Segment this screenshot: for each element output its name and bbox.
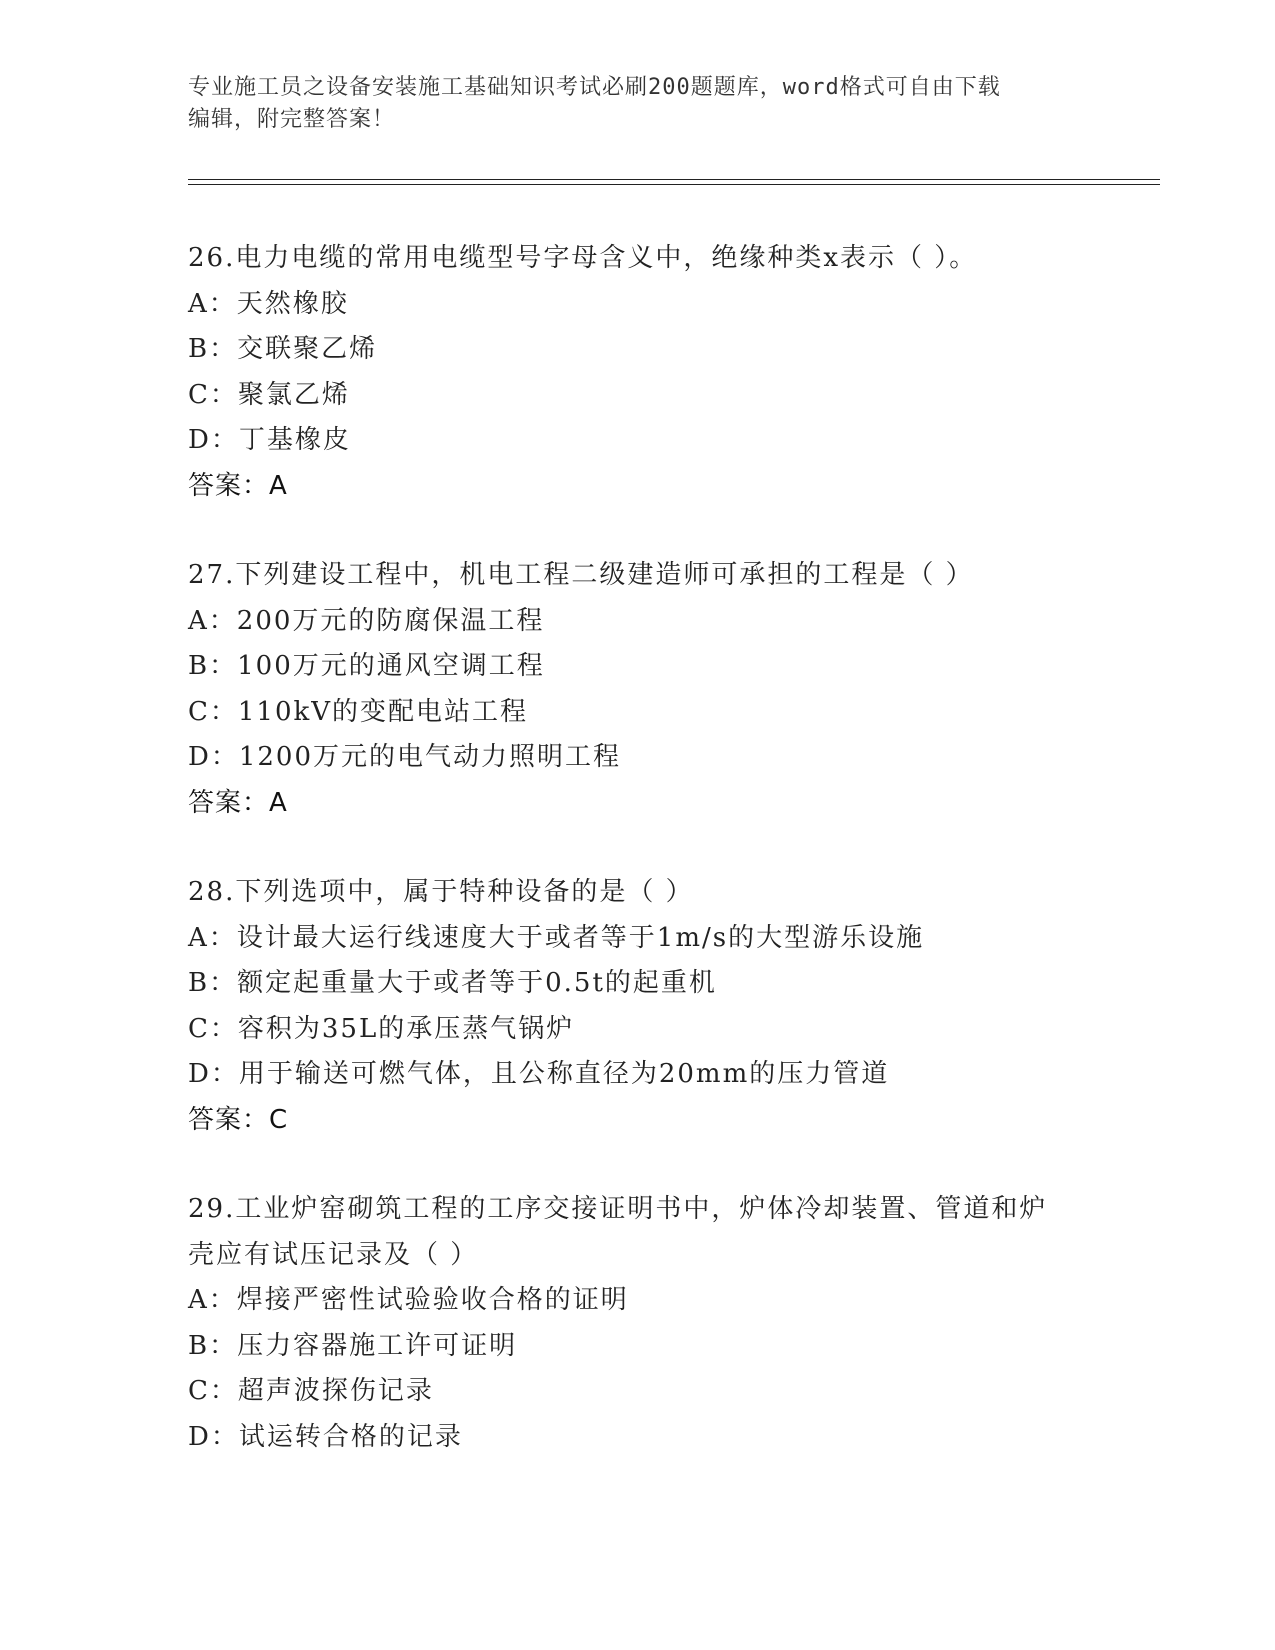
question-stem: 28.下列选项中，属于特种设备的是（ ） [188, 877, 694, 907]
option-d: D：试运转合格的记录 [188, 1421, 463, 1452]
answer-line: 答案：C [188, 1104, 289, 1135]
question-28 [188, 870, 1088, 1143]
question-list [188, 236, 1088, 1504]
option-d: D：丁基橡皮 [188, 425, 351, 455]
question-stem: 26.电力电缆的常用电缆型号字母含义中，绝缘种类x表示（ ）。 [188, 243, 978, 273]
question-stem-line-2: 壳应有试压记录及（ ） [188, 1239, 479, 1270]
question-27 [188, 553, 1088, 826]
option-b: B：额定起重量大于或者等于0.5t的起重机 [188, 968, 717, 998]
option-b: B：压力容器施工许可证明 [188, 1330, 518, 1361]
option-a: A：焊接严密性试验验收合格的证明 [188, 1285, 629, 1315]
option-c: C：110kV的变配电站工程 [188, 696, 529, 727]
option-c: C：超声波探伤记录 [188, 1376, 434, 1406]
option-d: D：1200万元的电气动力照明工程 [188, 742, 622, 772]
option-b: B：交联聚乙烯 [188, 334, 378, 364]
option-a: A：200万元的防腐保温工程 [188, 605, 545, 636]
option-c: C：聚氯乙烯 [188, 379, 350, 410]
option-a: A：设计最大运行线速度大于或者等于1m/s的大型游乐设施 [188, 922, 925, 953]
question-29 [188, 1187, 1088, 1460]
answer-line: 答案：A [188, 470, 288, 501]
header-divider [188, 179, 1160, 185]
option-d: D：用于输送可燃气体，且公称直径为20mm的压力管道 [188, 1059, 890, 1089]
question-stem-line-1: 29.工业炉窑砌筑工程的工序交接证明书中，炉体冷却装置、管道和炉 [188, 1194, 1048, 1224]
answer-line: 答案：A [188, 787, 288, 818]
header-line-2: 编辑，附完整答案！ [188, 107, 396, 132]
question-26 [188, 236, 1088, 509]
option-b: B：100万元的通风空调工程 [188, 651, 545, 681]
question-stem: 27.下列建设工程中，机电工程二级建造师可承担的工程是（ ） [188, 560, 974, 590]
document-header [188, 72, 1068, 136]
option-a: A：天然橡胶 [188, 288, 349, 319]
option-c: C：容积为35L的承压蒸气锅炉 [188, 1013, 575, 1044]
header-line-1: 专业施工员之设备安装施工基础知识考试必刷200题题库，word格式可自由下载 [188, 75, 1001, 100]
